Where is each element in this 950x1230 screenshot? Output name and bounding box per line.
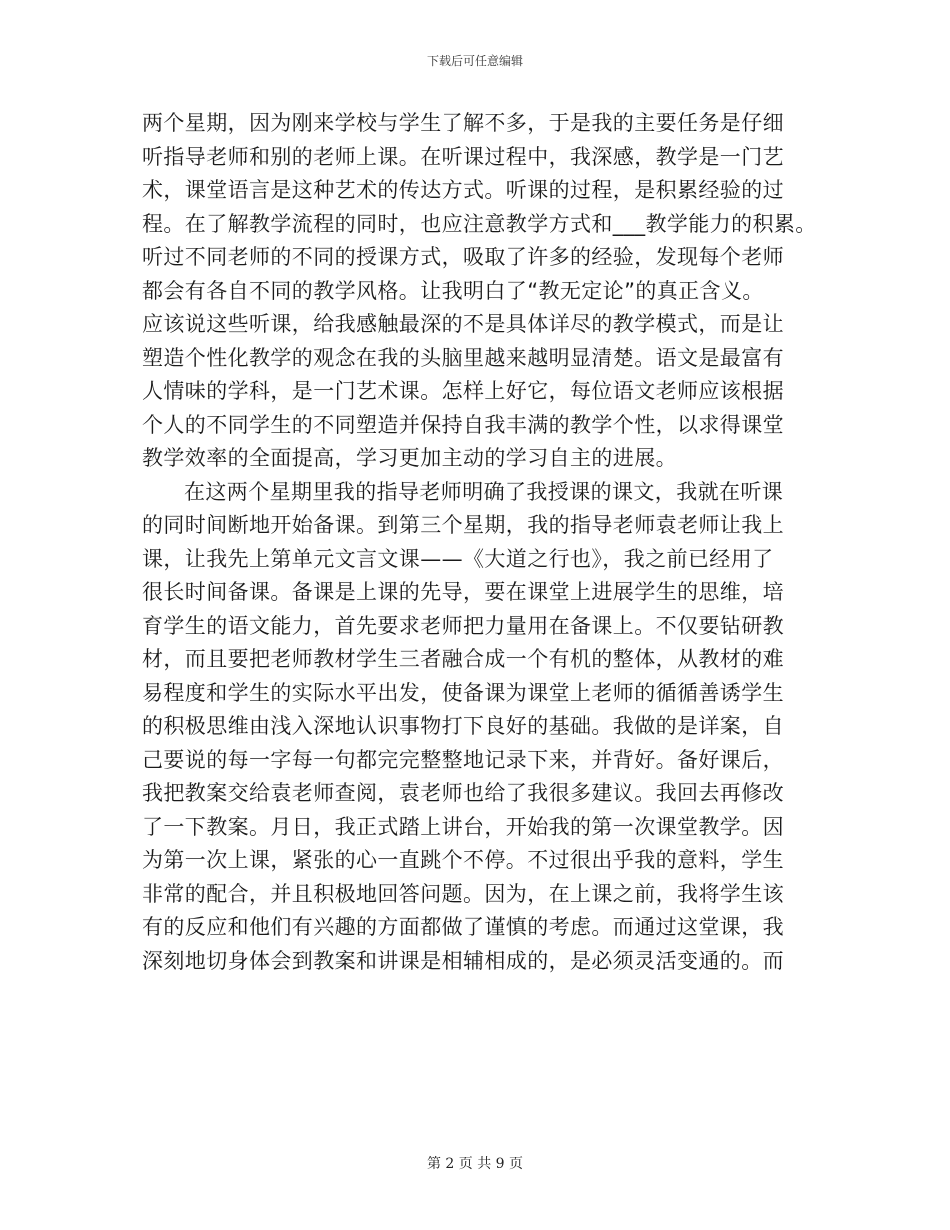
text-line: 材，而且要把老师教材学生三者融合成一个有机的整体，从教材的难 xyxy=(142,647,784,671)
text-line: 有的反应和他们有兴趣的方面都做了谨慎的考虑。而通过这堂课，我 xyxy=(142,915,784,939)
text-line: 我把教案交给袁老师查阅，袁老师也给了我很多建议。我回去再修改 xyxy=(142,781,784,805)
text-line: 都会有各自不同的教学风格。让我明白了“教无定论”的真正含义。 xyxy=(142,278,764,303)
text-line: 己要说的每一字每一句都完完整整地记录下来，并背好。备好课后， xyxy=(142,747,784,772)
text-line: 听指导老师和别的老师上课。在听课过程中，我深感，教学是一门艺 xyxy=(142,144,784,169)
paragraph-2 xyxy=(142,476,822,979)
text-line: 深刻地切身体会到教案和讲课是相辅相成的，是必须灵活变通的。而 xyxy=(142,948,784,973)
text-line: 非常的配合，并且积极地回答问题。因为，在上课之前，我将学生该 xyxy=(142,881,784,906)
text-line: 听过不同老师的不同的授课方式，吸取了许多的经验，发现每个老师 xyxy=(142,245,784,269)
text-line: 应该说这些听课，给我感触最深的不是具体详尽的教学模式，而是让 xyxy=(142,312,784,336)
page-number: 第 2 页 共 9 页 xyxy=(426,1156,524,1172)
text-line: 两个星期，因为刚来学校与学生了解不多，于是我的主要任务是仔细 xyxy=(142,111,784,135)
text-line: 个人的不同学生的不同塑造并保持自我丰满的教学个性，以求得课堂 xyxy=(142,412,784,437)
text-line: 人情味的学科，是一门艺术课。怎样上好它，每位语文老师应该根据 xyxy=(142,379,784,403)
text-line: 易程度和学生的实际水平出发，使备课为课堂上老师的循循善诱学生 xyxy=(142,680,784,705)
document-body xyxy=(142,107,822,978)
text-line: 的同时间断地开始备课。到第三个星期，我的指导老师袁老师让我上 xyxy=(142,513,784,537)
text-line: 塑造个性化教学的观念在我的头脑里越来越明显清楚。语文是最富有 xyxy=(142,345,784,370)
text-line: 的积极思维由浅入深地认识事物打下良好的基础。我做的是详案，自 xyxy=(142,714,784,738)
text-line-indented: 在这两个星期里我的指导老师明确了我授课的课文，我就在听课 xyxy=(184,479,784,504)
text-line: 为第一次上课，紧张的心一直跳个不停。不过很出乎我的意料，学生 xyxy=(142,848,784,872)
text-line: 育学生的语文能力，首先要求老师把力量用在备课上。不仅要钻研教 xyxy=(142,613,784,638)
text-line: 术，课堂语言是这种艺术的传达方式。听课的过程，是积累经验的过 xyxy=(142,178,784,202)
text-line: 了一下教案。月日，我正式踏上讲台，开始我的第一次课堂教学。因 xyxy=(142,814,784,839)
text-line: 程。在了解教学流程的同时，也应注意教学方式和___教学能力的积累。 xyxy=(142,211,817,236)
paragraph-1 xyxy=(142,107,822,476)
text-line: 教学效率的全面提高，学习更加主动的学习自主的进展。 xyxy=(142,446,677,470)
page-header-note: 下载后可任意编辑 xyxy=(426,54,523,68)
text-line: 课，让我先上第单元文言文课——《大道之行也》，我之前已经用了 xyxy=(142,546,774,571)
text-line: 很长时间备课。备课是上课的先导，要在课堂上进展学生的思维，培 xyxy=(142,580,784,604)
